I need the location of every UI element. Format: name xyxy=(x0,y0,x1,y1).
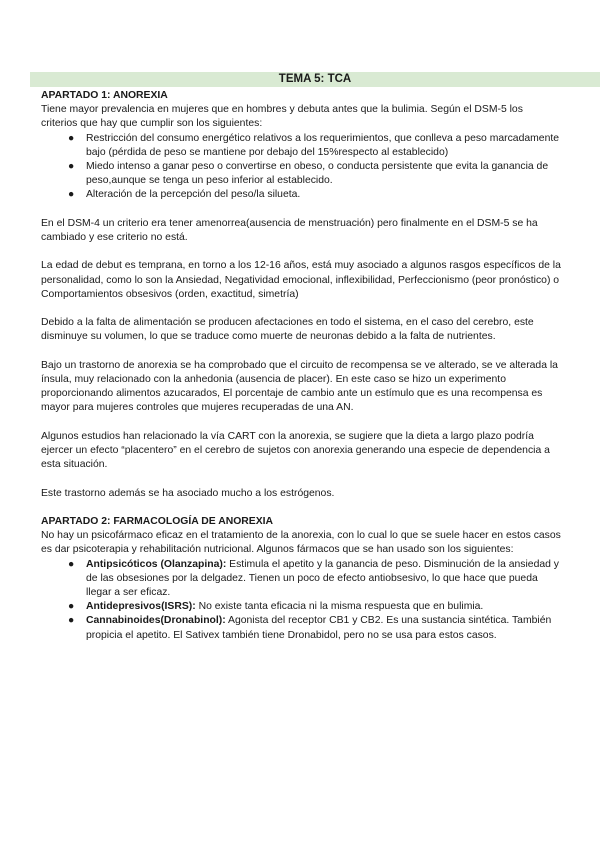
drug-name: Antidepresivos(ISRS): xyxy=(86,601,196,613)
page-title: TEMA 5: TCA xyxy=(30,72,600,87)
paragraph-cart-pathway: Algunos estudios han relacionado la vía CART con la anorexia, se sugiere que la dieta a largo plazo podría ejercer un efecto “placentero” en el cerebro de sujetos con anorexia generando una especie de dependencia a esta situación. xyxy=(41,430,550,471)
bullet-icon: ● xyxy=(68,601,75,613)
list-item: ● Alteración de la percepción del peso/la silueta. xyxy=(86,188,561,202)
paragraph-brain-effects: Debido a la falta de alimentación se producen afectaciones en todo el sistema, en el caso del cerebro, este disminuye su volumen, lo que se traduce como muerte de neuronas debido a la falta de nutrientes. xyxy=(41,317,534,343)
drug-name: Antipsicóticos (Olanzapina): xyxy=(86,558,227,570)
list-item: ● Restricción del consumo energético relativos a los requerimientos, que conlleva a peso marcadamente bajo (pérdida de peso se mantiene por debajo del 15%respecto al establecido) xyxy=(68,132,560,158)
bullet-icon: ● xyxy=(68,189,75,201)
section-1-intro: Tiene mayor prevalencia en mujeres que en hombres y debuta antes que la bulimia. Según el DSM-5 los criterios que hay que cumplir son los siguientes: xyxy=(41,104,523,130)
list-item: ● Antipsicóticos (Olanzapina): Estimula el apetito y la ganancia de peso. Disminución de la ansiedad y de las obsesiones por la delgadez. Tienen un poco de efecto antiobsesivo, lo que hace que pueda llegar a ser eficaz. xyxy=(68,558,559,598)
list-item: ● Cannabinoides(Dronabinol): Agonista del receptor CB1 y CB2. Es una sustancia sintética. También propicia el apetito. El Sativex también tiene Dronabidol, pero no se usa para estos casos. xyxy=(68,615,552,641)
document-body xyxy=(41,89,561,643)
bullet-icon: ● xyxy=(68,132,75,144)
criteria-list xyxy=(41,132,561,203)
list-item: ● Miedo intenso a ganar peso o convertirse en obeso, o conducta persistente que evita la ganancia de peso,aunque se tenga un peso inferior al establecido. xyxy=(68,161,549,187)
paragraph-reward-circuit: Bajo un trastorno de anorexia se ha comprobado que el circuito de recompensa se ve alterado, se ve alterada la ínsula, muy relacionado con la anhedonia (ausencia de placer). En este caso se hizo un experimento proporcionando alimentos azucarados, El porcentaje de cambio ante un estímulo que es una recompensa es mayor para mujeres controles que mujeres recuperadas de una AN. xyxy=(41,359,558,414)
bullet-icon: ● xyxy=(68,161,75,173)
paragraph-debut-age: La edad de debut es temprana, en torno a los 12-16 años, está muy asociado a algunos rasgos específicos de la personalidad, como lo son la Ansiedad, Negatividad emocional, inflexibilidad, Perfeccionismo (peor pronóstico) o Comportamientos obsesivos (orden, exactitud, simetría) xyxy=(41,260,561,300)
section-2-intro: No hay un psicofármaco eficaz en el tratamiento de la anorexia, con lo cual lo que se suele hacer en estos casos es dar psicoterapia y rehabilitación nutricional. Algunos fármacos que se han usado son los siguientes: xyxy=(41,530,561,556)
bullet-icon: ● xyxy=(68,558,75,570)
section-2-heading: APARTADO 2: FARMACOLOGÍA DE ANOREXIA xyxy=(41,515,274,527)
drug-list xyxy=(41,558,561,643)
paragraph-estrogens: Este trastorno además se ha asociado mucho a los estrógenos. xyxy=(41,487,335,499)
bullet-icon: ● xyxy=(68,615,75,627)
list-item: ● Antidepresivos(ISRS): No existe tanta eficacia ni la misma respuesta que en bulimia. xyxy=(86,600,561,614)
drug-name: Cannabinoides(Dronabinol): xyxy=(86,615,226,627)
section-1-heading: APARTADO 1: ANOREXIA xyxy=(41,90,168,101)
paragraph-dsm4: En el DSM-4 un criterio era tener amenorrea(ausencia de menstruación) pero finalmente en el DSM-5 se ha cambiado y ese criterio no está. xyxy=(41,217,538,244)
